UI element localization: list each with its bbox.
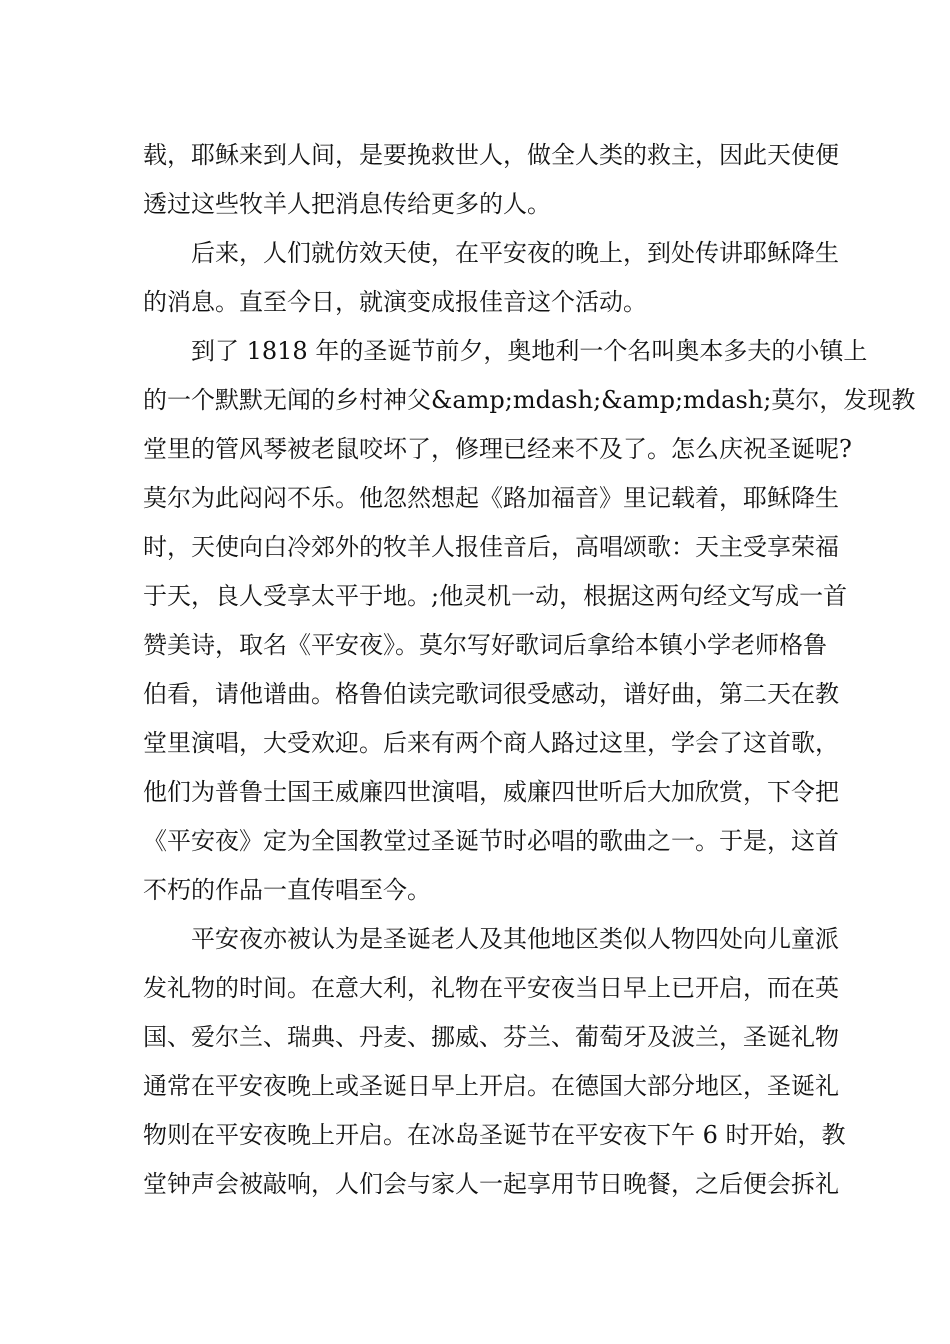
text-line: 到了 1818 年的圣诞节前夕，奥地利一个名叫奥本多夫的小镇上: [191, 337, 868, 365]
text-line: 后来，人们就仿效天使，在平安夜的晚上，到处传讲耶稣降生: [191, 239, 839, 267]
text-line: 伯看，请他谱曲。格鲁伯读完歌词很受感动，谱好曲，第二天在教: [143, 680, 839, 708]
text-line: 于天，良人受享太平于地。;他灵机一动，根据这两句经文写成一首: [143, 582, 848, 610]
text-line: 的一个默默无闻的乡村神父&amp;mdash;&amp;mdash;莫尔，发现教: [143, 386, 916, 414]
text-line: 的消息。直至今日，就演变成报佳音这个活动。: [143, 288, 647, 316]
text-line: 发礼物的时间。在意大利，礼物在平安夜当日早上已开启，而在英: [143, 974, 839, 1002]
text-line: 不朽的作品一直传唱至今。: [143, 876, 431, 904]
text-line: 堂里的管风琴被老鼠咬坏了，修理已经来不及了。怎么庆祝圣诞呢?: [143, 435, 852, 463]
text-line: 他们为普鲁士国王威廉四世演唱，威廉四世听后大加欣赏，下令把: [143, 778, 839, 806]
text-line: 赞美诗，取名《平安夜》。莫尔写好歌词后拿给本镇小学老师格鲁: [143, 631, 827, 659]
text-line: 时，天使向白冷郊外的牧羊人报佳音后，高唱颂歌：天主受享荣福: [143, 533, 839, 561]
text-line: 堂里演唱，大受欢迎。后来有两个商人路过这里，学会了这首歌，: [143, 729, 839, 757]
text-line: 《平安夜》定为全国教堂过圣诞节时必唱的歌曲之一。于是，这首: [143, 827, 839, 855]
text-line: 堂钟声会被敲响，人们会与家人一起享用节日晚餐，之后便会拆礼: [143, 1170, 839, 1198]
body-text: [143, 131, 916, 1209]
text-line: 通常在平安夜晚上或圣诞日早上开启。在德国大部分地区，圣诞礼: [143, 1072, 839, 1100]
text-line: 国、爱尔兰、瑞典、丹麦、挪威、芬兰、葡萄牙及波兰，圣诞礼物: [143, 1023, 839, 1051]
text-line: 物则在平安夜晚上开启。在冰岛圣诞节在平安夜下午 6 时开始，教: [143, 1121, 846, 1149]
text-line: 载，耶稣来到人间，是要挽救世人，做全人类的救主，因此天使便: [143, 141, 839, 169]
text-line: 平安夜亦被认为是圣诞老人及其他地区类似人物四处向儿童派: [191, 925, 839, 953]
text-line: 透过这些牧羊人把消息传给更多的人。: [143, 190, 551, 218]
text-line: 莫尔为此闷闷不乐。他忽然想起《路加福音》里记载着，耶稣降生: [143, 484, 839, 512]
